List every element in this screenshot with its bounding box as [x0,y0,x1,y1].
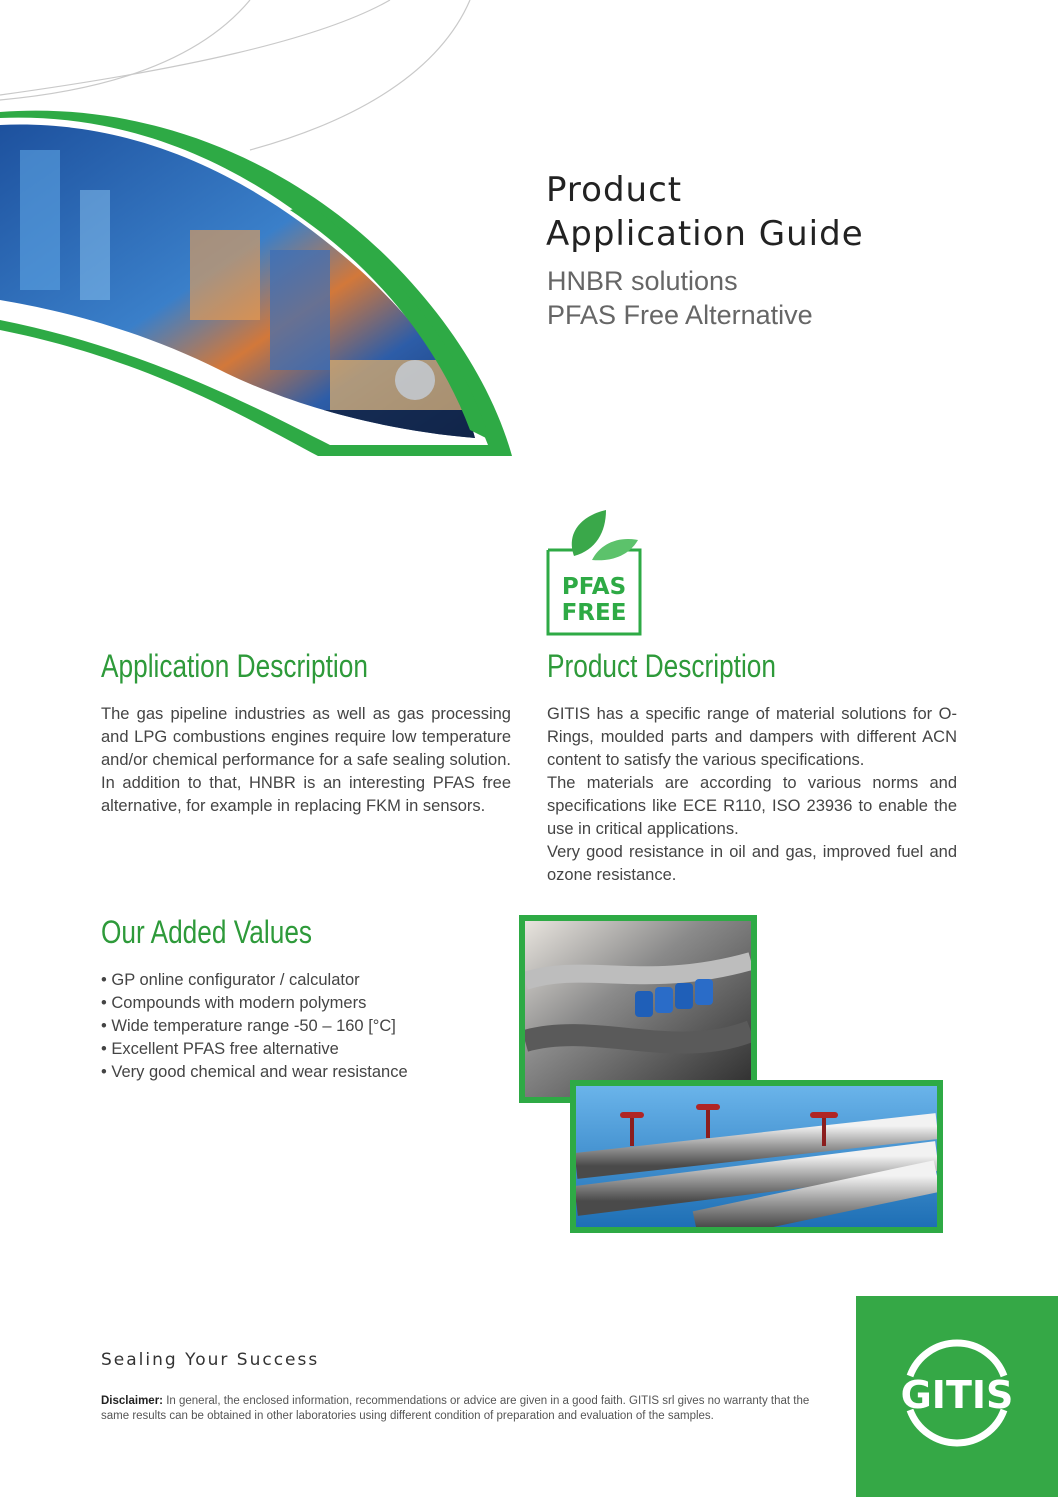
disclaimer-label: Disclaimer: [101,1395,164,1407]
slogan: Sealing Your Success [101,1350,320,1370]
gitis-logo [856,1296,1058,1497]
product-para-3: Very good resistance in oil and gas, improved fuel and ozone resistance. [547,843,957,884]
subtitle-line-1: HNBR solutions [547,266,738,296]
disclaimer [101,1394,831,1424]
values-list [101,969,511,1084]
pipeline-photo [570,1080,943,1233]
badge-line-1: PFAS [561,574,627,600]
product-text [547,703,957,887]
subtitle-line-2: PFAS Free Alternative [547,300,813,330]
application-heading: Application Description [101,648,368,684]
badge-line-2: FREE [561,600,627,626]
list-item: • Excellent PFAS free alternative [101,1038,511,1061]
list-item: • Wide temperature range -50 – 160 [°C] [101,1015,511,1038]
application-text: The gas pipeline industries as well as gas processing and LPG combustions engines require low temperature and/or chemical performance for a safe sealing solution. In addition to that, HNBR is an interesting PFAS free alternative, for example in replacing FKM in sensors. [101,705,511,815]
hero-graphic [0,0,520,470]
product-heading: Product Description [547,648,776,684]
product-para-1: GITIS has a specific range of material solutions for O-Rings, moulded parts and dampers with different ACN content to satisfy the various specifications. [547,705,957,769]
product-para-2: The materials are according to various norms and specifications like ECE R110, ISO 23936 to enable the use in critical applications. [547,774,957,838]
logo-text: GITIS [900,1373,1014,1417]
engine-photo [519,915,757,1103]
values-heading: Our Added Values [101,914,313,950]
list-item: • Very good chemical and wear resistance [101,1061,511,1084]
list-item: • GP online configurator / calculator [101,969,511,992]
pfas-free-badge [544,508,644,638]
title-line-2: Application Guide [546,214,864,254]
list-item: • Compounds with modern polymers [101,992,511,1015]
title-line-1: Product [546,170,683,210]
disclaimer-text: In general, the enclosed information, recommendations or advice are given in a good faith. GITIS srl gives no warranty that the same results can be obtained in other laboratories using different condition of preparation and evaluation of the samples. [101,1395,810,1422]
